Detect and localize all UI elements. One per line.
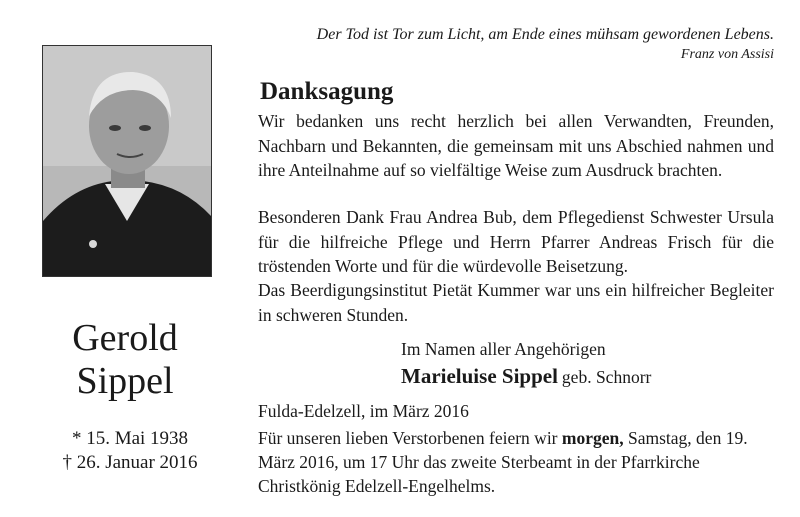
signature (401, 364, 651, 389)
memorial-emphasis: morgen, (561, 428, 624, 448)
memorial-text-after: Samstag, den 19. März 2016, um 17 Uhr das zweite Sterbeamt in der Pfarrkirche Christkönig Edelzell-Engelhelms. (258, 428, 748, 496)
signature-intro: Im Namen aller Angehörigen (401, 339, 606, 359)
left-column (0, 0, 250, 517)
place-date: Fulda-Edelzell, im März 2016 (258, 401, 469, 421)
deceased-first-name: Gerold (72, 317, 178, 359)
quote-author: Franz von Assisi (680, 47, 774, 62)
heading: Danksagung (260, 78, 394, 105)
paragraph-thanks: Wir bedanken uns recht herzlich bei allen Verwandten, Freunden, Nachbarn und Bekannten, die gemeinsam mit uns Abschied nahmen und ihre Anteilnahme auf so vielfältige Weise zum Ausdruck brachten. (258, 111, 774, 180)
quote-text: Der Tod ist Tor zum Licht, am Ende eines mühsam gewordenen Lebens. (316, 26, 774, 43)
paragraph-special-thanks: Besonderen Dank Frau Andrea Bub, dem Pflegedienst Schwester Ursula für die hilfreiche Pflege und Herrn Pfarrer Andreas Frisch für die tröstenden Worte und für die würdevolle Beisetzung. (258, 207, 774, 276)
signer-birth-name: geb. Schnorr (561, 367, 652, 387)
birth-date: * 15. Mai 1938 (71, 428, 189, 449)
paragraph-funeral-home: Das Beerdigungsinstitut Pietät Kummer war uns ein hilfreicher Begleiter in schweren Stunden. (258, 280, 774, 325)
memorial-notice (258, 426, 774, 498)
death-date: † 26. Januar 2016 (62, 452, 198, 473)
memorial-text-before: Für unseren lieben Verstorbenen feiern wir (258, 428, 558, 448)
portrait-photo (42, 45, 212, 277)
signer-name: Marieluise Sippel (401, 364, 558, 388)
deceased-last-name: Sippel (76, 360, 174, 402)
